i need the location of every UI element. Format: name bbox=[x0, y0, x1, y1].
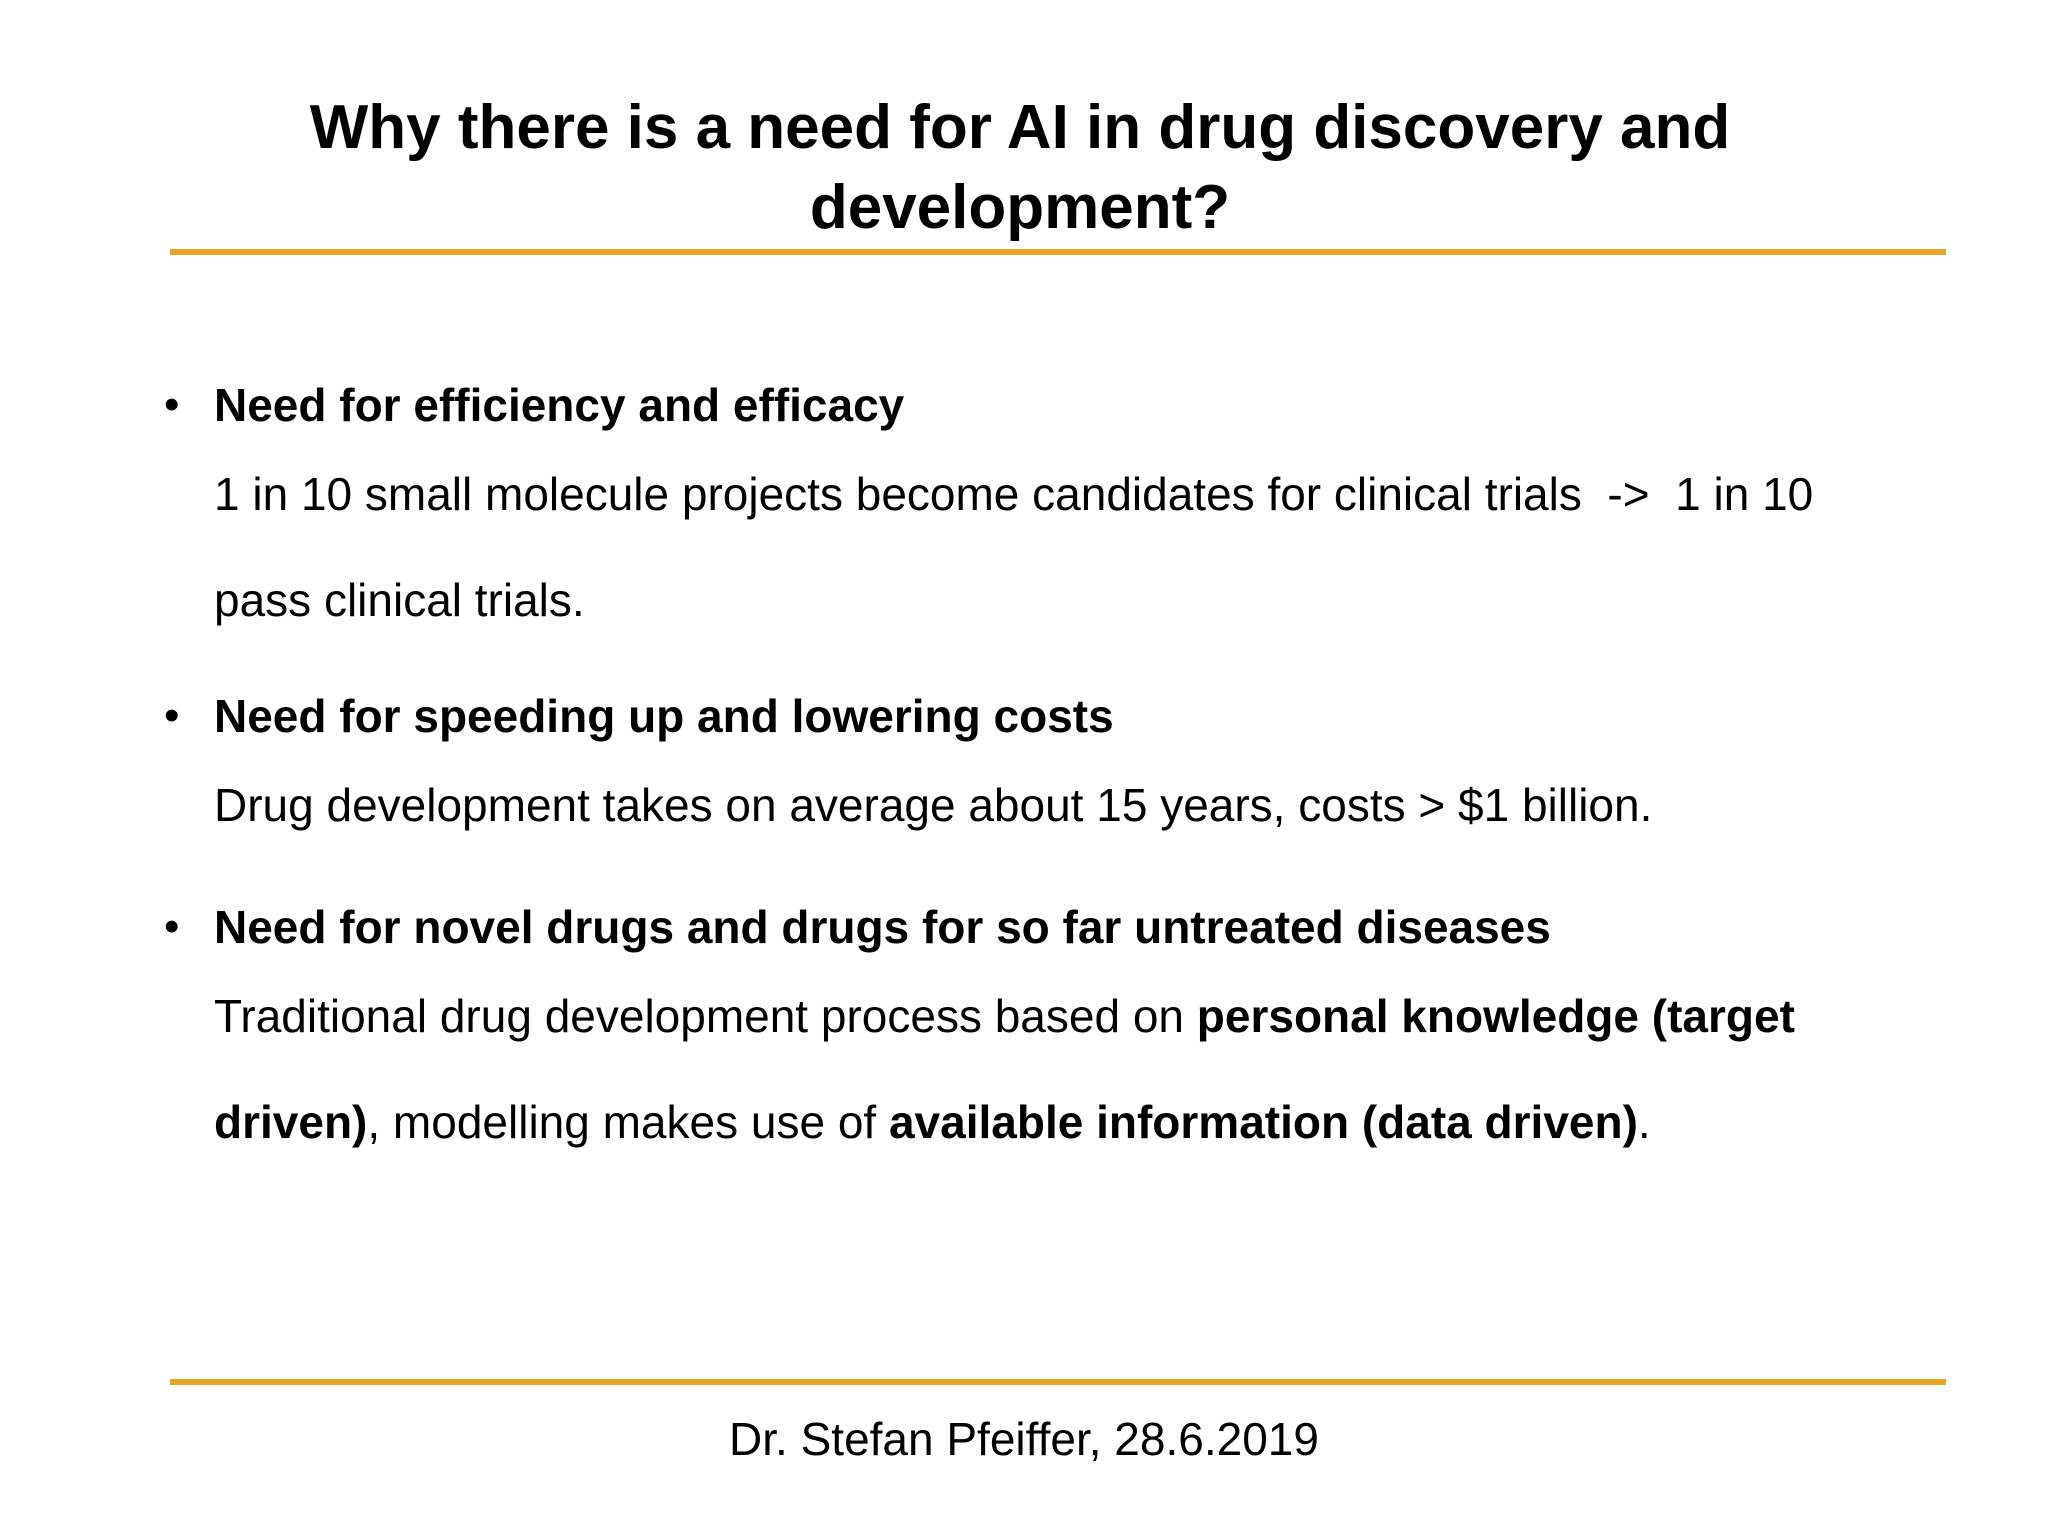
slide-footer: Dr. Stefan Pfeiffer, 28.6.2019 bbox=[729, 1413, 1319, 1465]
slide-title: Why there is a need for AI in drug discovery and development? bbox=[309, 93, 1731, 242]
bullet-item-costs bbox=[160, 681, 1920, 858]
bullet-body bbox=[214, 963, 1920, 1175]
bullet-body-line: 1 in 10 small molecule projects become candidates for clinical trials -> 1 in 10 bbox=[214, 468, 1814, 520]
top-divider bbox=[170, 249, 1946, 255]
bullet-body-line: pass clinical trials. bbox=[214, 574, 585, 626]
bullet-body-text: Traditional drug development process based on bbox=[214, 990, 1197, 1042]
bullet-item-efficiency bbox=[160, 370, 1920, 653]
bullet-heading: Need for speeding up and lowering costs bbox=[214, 690, 1114, 742]
bullet-icon: • bbox=[164, 380, 180, 429]
bullet-body-text: , modelling makes use of bbox=[367, 1096, 889, 1148]
bullet-icon: • bbox=[164, 691, 180, 740]
bullet-body-emphasis: personal knowledge (target bbox=[1196, 990, 1795, 1042]
bullet-body bbox=[214, 752, 1920, 858]
bullet-body-text: . bbox=[1637, 1096, 1651, 1148]
bullet-body-emphasis: driven) bbox=[214, 1096, 368, 1148]
bullet-item-novel-drugs bbox=[160, 892, 1920, 1175]
bullet-body bbox=[214, 441, 1920, 653]
bullet-heading: Need for efficiency and efficacy bbox=[214, 379, 905, 431]
slide-content bbox=[160, 370, 1920, 1175]
bullet-body-line: Drug development takes on average about 15 years, costs > $1 billion. bbox=[214, 779, 1653, 831]
bullet-body-emphasis: available information (data driven) bbox=[888, 1096, 1638, 1148]
bottom-divider bbox=[170, 1379, 1946, 1385]
bullet-heading: Need for novel drugs and drugs for so far untreated diseases bbox=[214, 901, 1551, 953]
bullet-icon: • bbox=[164, 902, 180, 951]
